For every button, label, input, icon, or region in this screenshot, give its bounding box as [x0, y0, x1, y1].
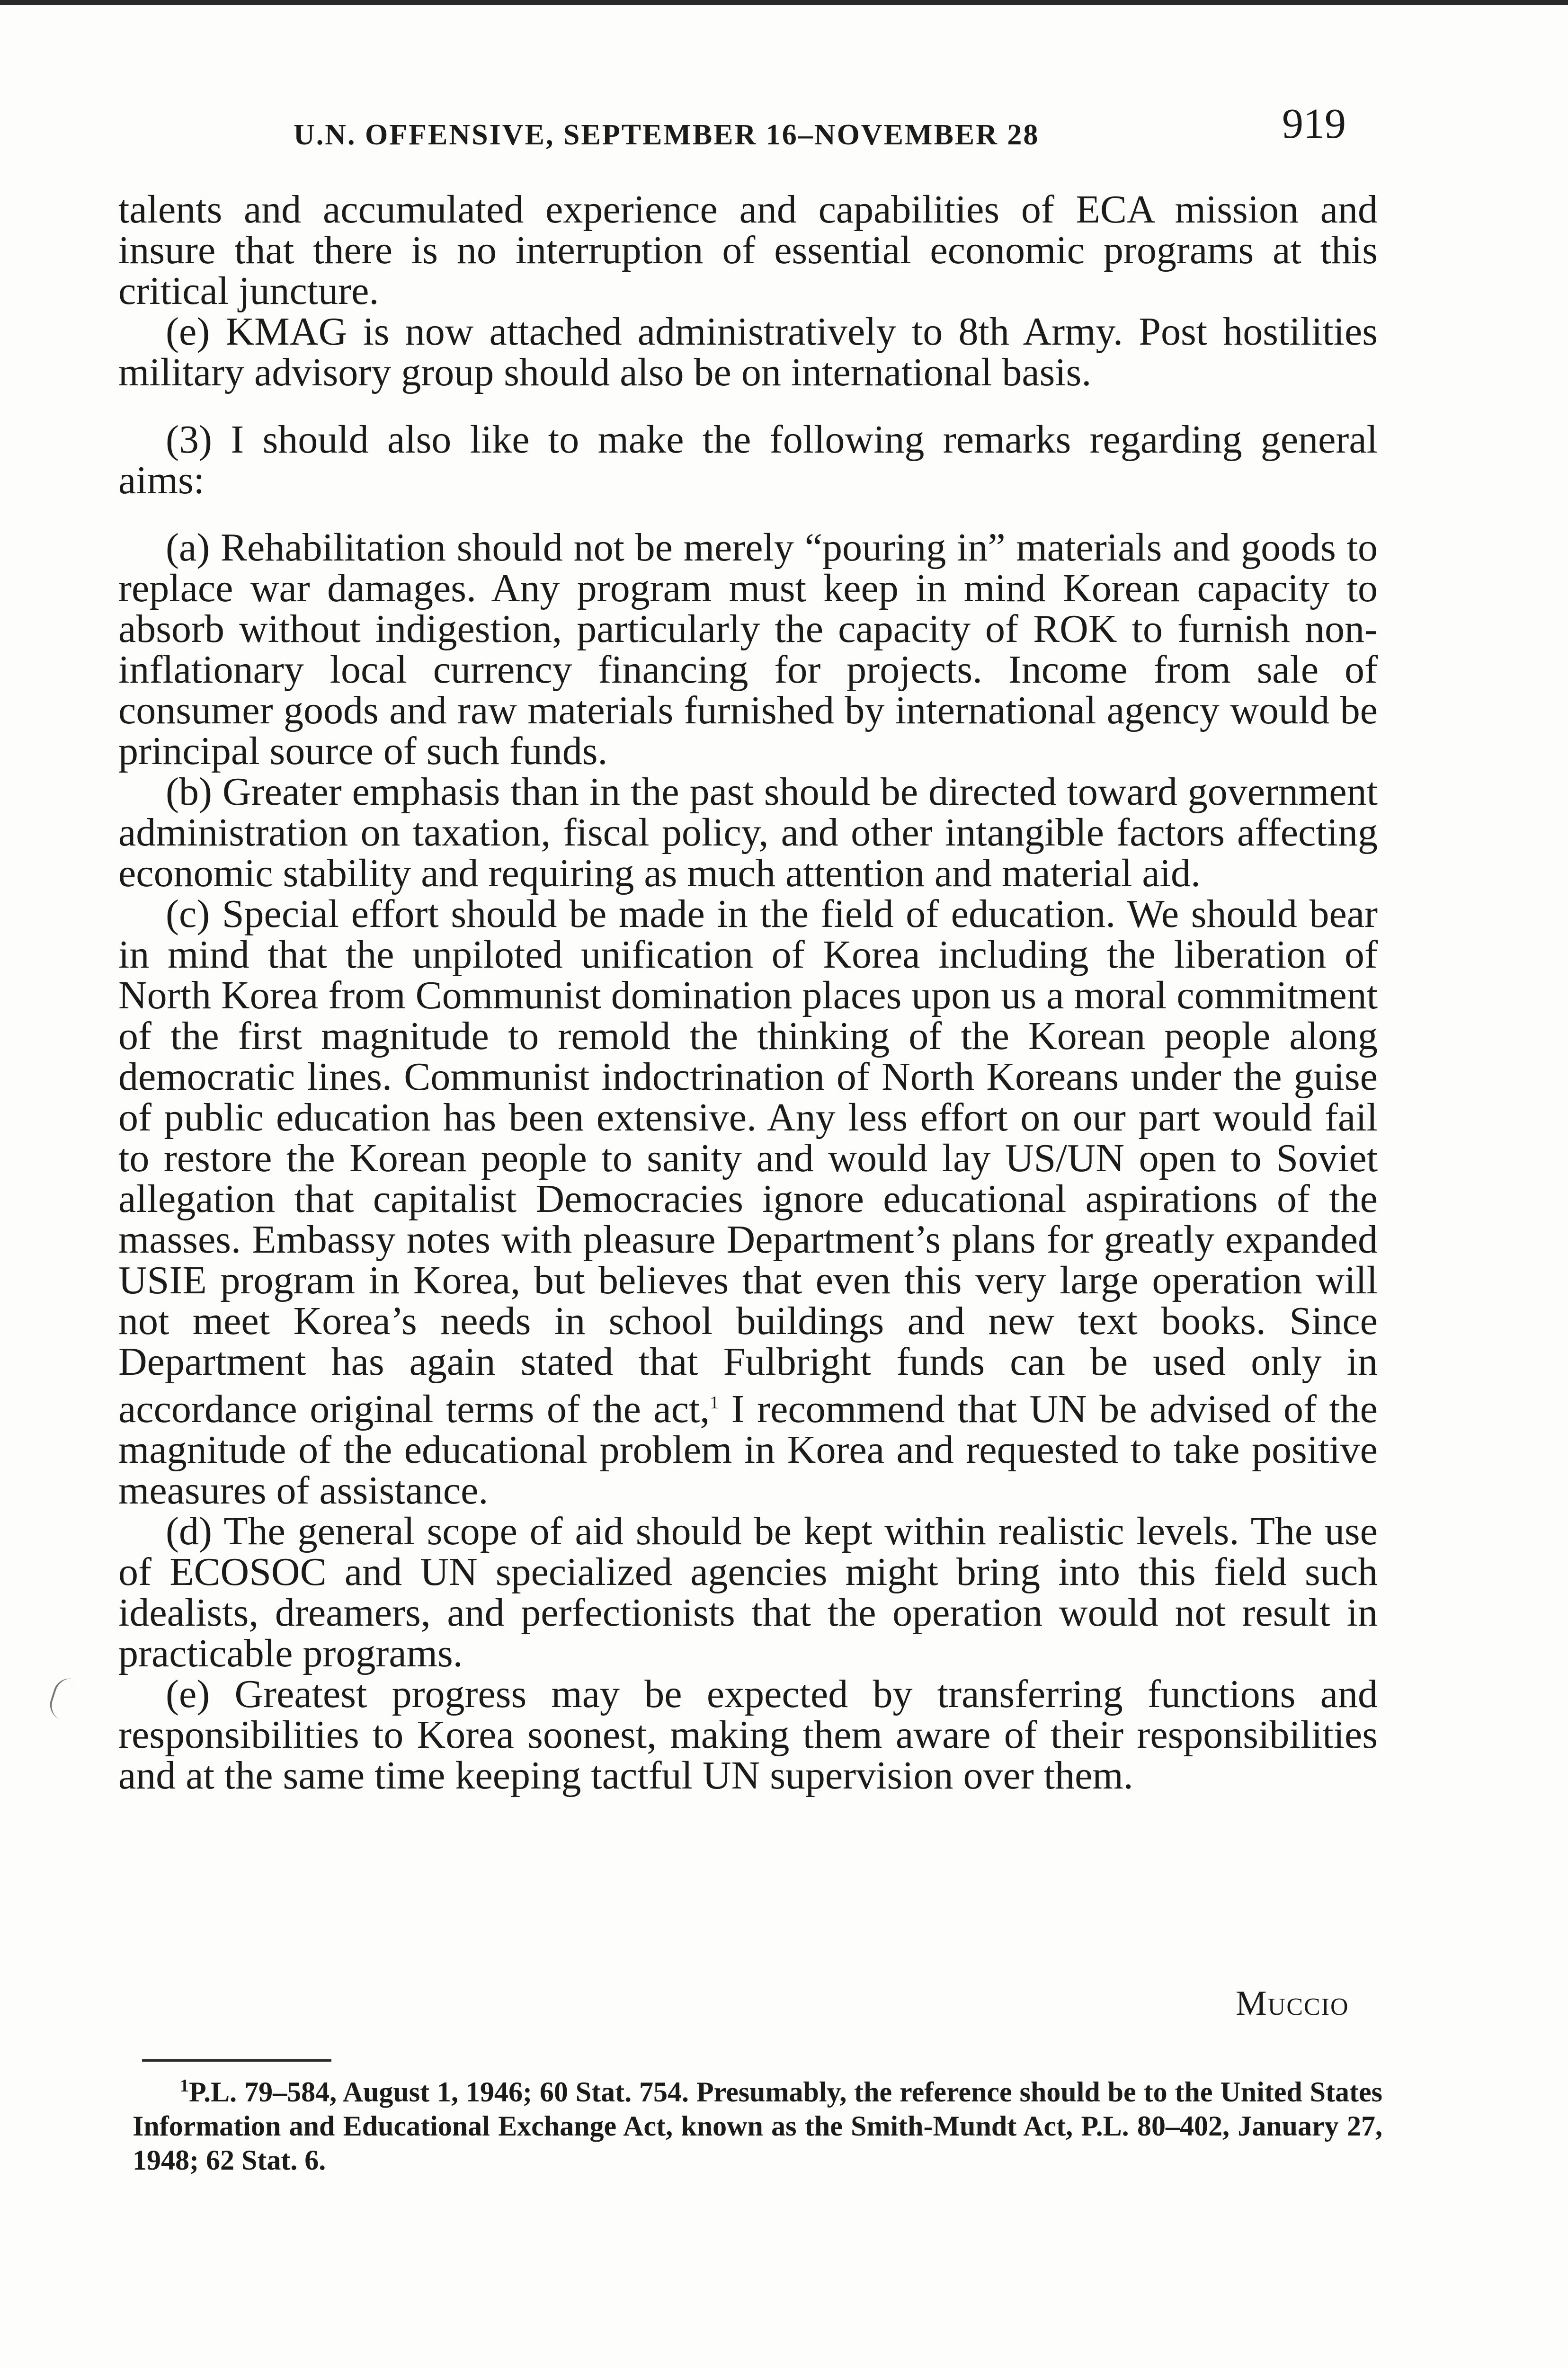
footnote-rule [142, 2059, 331, 2062]
paragraph-3-general-aims: (3) I should also like to make the following remarks regarding general aims: [118, 418, 1378, 502]
paragraph-2e-kmag: (e) KMAG is now attached administratively to 8th Army. Post hostilities military advisory group should also be on international basis. [118, 310, 1378, 394]
footnote-marker: 1 [180, 2076, 189, 2096]
body-text [118, 189, 1378, 1796]
signature: Muccio [1236, 1984, 1349, 2023]
footnote-reference: 1 [710, 1393, 719, 1413]
top-edge-rule [0, 0, 1568, 5]
paragraph-continuation: talents and accumulated experience and capabilities of ECA mission and insure that there is no interruption of essential economic programs at this critical juncture. [118, 187, 1378, 313]
paragraph-3e-progress: (e) Greatest progress may be expected by transferring functions and responsibilities to Korea soonest, making them aware of their responsibilities and at the same time keeping tactful UN supervision over them. [118, 1672, 1378, 1797]
running-head: U.N. OFFENSIVE, SEPTEMBER 16–NOVEMBER 28 [294, 119, 1040, 151]
footnote [133, 2069, 1382, 2177]
paragraph-3c-education [118, 894, 1378, 1511]
page-number: 919 [1282, 100, 1346, 147]
paragraph-3c-continuation: I recommend that UN be advised of the magnitude of the educational problem in Korea and requested to take positive measures of assistance. [118, 1387, 1378, 1513]
paragraph-3b-administration: (b) Greater emphasis than in the past should be directed toward government administration on taxation, fiscal policy, and other intangible factors affecting economic stability and requiring as much attention and material aid. [118, 770, 1378, 895]
paragraph-3d-scope: (d) The general scope of aid should be kept within realistic levels. The use of ECOSOC and UN specialized agencies might bring into this field such idealists, dreamers, and perfectionists that the operation would not result in practicable programs. [118, 1509, 1378, 1675]
margin-pencil-mark [46, 1674, 74, 1720]
paragraph-3a-rehabilitation: (a) Rehabilitation should not be merely “pouring in” materials and goods to replace war damages. Any program must keep in mind Korean capacity to absorb without indigestion, particularly the capacity of ROK to furnish non-inflationary local currency financing for projects. Income from sale of consumer goods and raw materials furnished by international agency would be principal source of such funds. [118, 525, 1378, 773]
paragraph-3c-text: (c) Special effort should be made in the field of education. We should bear in mind that the unpiloted unification of Korea including the liberation of North Korea from Communist domination places upon us a moral commitment of the first magnitude to remold the thinking of the Korean people along democratic lines. Communist indoctrination of North Koreans under the guise of public education has been extensive. Any less effort on our part would fail to restore the Korean people to sanity and would lay US/UN open to Soviet allegation that capitalist Democracies ignore educational aspirations of the masses. Embassy notes with pleasure Department’s plans for greatly expanded USIE program in Korea, but believes that even this very large operation will not meet Korea’s needs in school buildings and new text books. Since Department has again stated that Fulbright funds can be used only in accordance original terms of the act, [118, 892, 1378, 1431]
footnote-text: P.L. 79–584, August 1, 1946; 60 Stat. 754. Presumably, the reference should be to the United States Information and Educational Exchange Act, known as the Smith-Mundt Act, P.L. 80–402, January 27, 1948; 62 Stat. 6. [133, 2076, 1382, 2176]
